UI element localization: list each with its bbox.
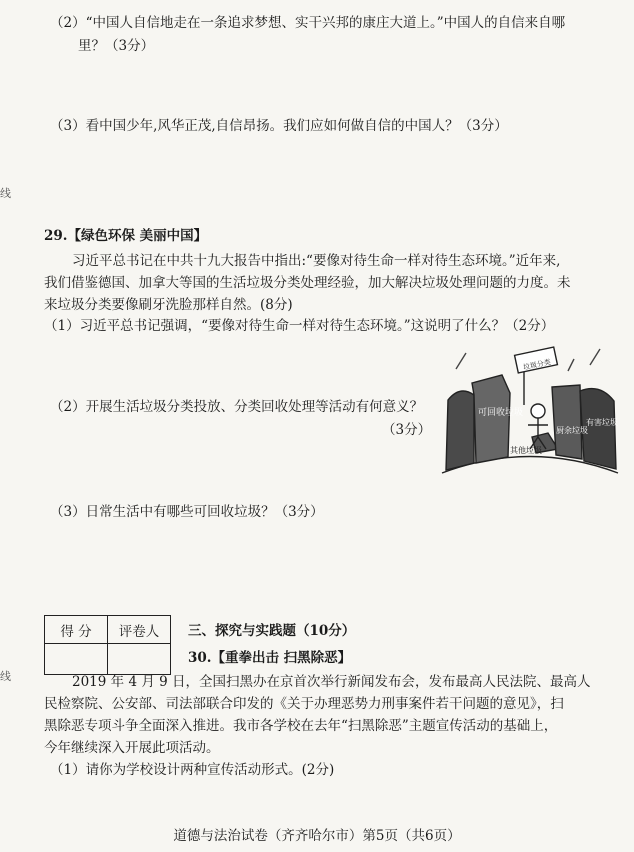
score-table xyxy=(44,615,171,675)
bin-label-other: 其他垃圾 xyxy=(510,446,542,455)
binding-line-mark: 线 xyxy=(0,670,11,683)
q30-paragraph-line3: 黑除恶专项斗争全面深入推进。我市各学校在去年“扫黑除恶”主题宣传活动的基础上， xyxy=(44,718,558,734)
bin-label-recyclable: 可回收垃圾 xyxy=(478,408,524,418)
q30-paragraph-line4: 今年继续深入开展此项活动。 xyxy=(44,740,220,756)
q29-sub2: （2）开展生活垃圾分类投放、分类回收处理等活动有何意义？ xyxy=(50,399,424,415)
page-footer: 道德与法治试卷（齐齐哈尔市）第5页（共6页） xyxy=(173,828,461,844)
binding-line-mark: 线 xyxy=(0,187,11,200)
q29-paragraph-line3: 来垃圾分类要像刷牙洗脸那样自然。(8分) xyxy=(44,297,293,313)
illustration-sign-text: 垃圾分类 xyxy=(522,358,552,372)
q30-paragraph-line1: 2019 年 4 月 9 日，全国扫黑办在京首次举行新闻发布会，发布最高人民法院、最高人 xyxy=(72,674,591,690)
q30-paragraph-line2: 民检察院、公安部、司法部联合印发的《关于办理恶势力刑事案件若干问题的意见》，扫 xyxy=(44,696,564,712)
q30-title: 30.【重拳出击 扫黑除恶】 xyxy=(188,650,352,666)
bin-label-hazardous: 有害垃圾 xyxy=(586,418,618,427)
q29-paragraph-line2: 我们借鉴德国、加拿大等国的生活垃圾分类处理经验，加大解决垃圾处理问题的力度。未 xyxy=(44,275,571,291)
grader-cell xyxy=(108,644,171,675)
score-header: 得 分 xyxy=(45,616,108,644)
garbage-sorting-illustration xyxy=(440,345,620,475)
section3-title: 三、探究与实践题（10分） xyxy=(188,623,356,639)
grader-header: 评卷人 xyxy=(108,616,171,644)
q28-sub2-line2: 里？（3分） xyxy=(78,38,155,54)
bin-label-kitchen: 厨余垃圾 xyxy=(556,426,588,435)
q29-sub3: （3）日常生活中有哪些可回收垃圾？（3分） xyxy=(50,504,324,520)
q30-sub1: （1）请你为学校设计两种宣传活动形式。(2分) xyxy=(50,762,335,778)
q29-sub1: （1）习近平总书记强调，“要像对待生命一样对待生态环境。”这说明了什么？（2分） xyxy=(44,318,555,334)
q29-sub2-score: （3分） xyxy=(382,422,432,438)
score-cell xyxy=(45,644,108,675)
q29-title: 29.【绿色环保 美丽中国】 xyxy=(44,228,208,244)
q28-sub3: （3）看中国少年,风华正茂,自信昂扬。我们应如何做自信的中国人？（3分） xyxy=(50,118,508,134)
q29-paragraph-line1: 习近平总书记在中共十九大报告中指出:“要像对待生命一样对待生态环境。”近年来, xyxy=(72,253,561,269)
q28-sub2-line1: （2）“中国人自信地走在一条追求梦想、实干兴邦的康庄大道上。”中国人的自信来自哪 xyxy=(50,15,566,31)
